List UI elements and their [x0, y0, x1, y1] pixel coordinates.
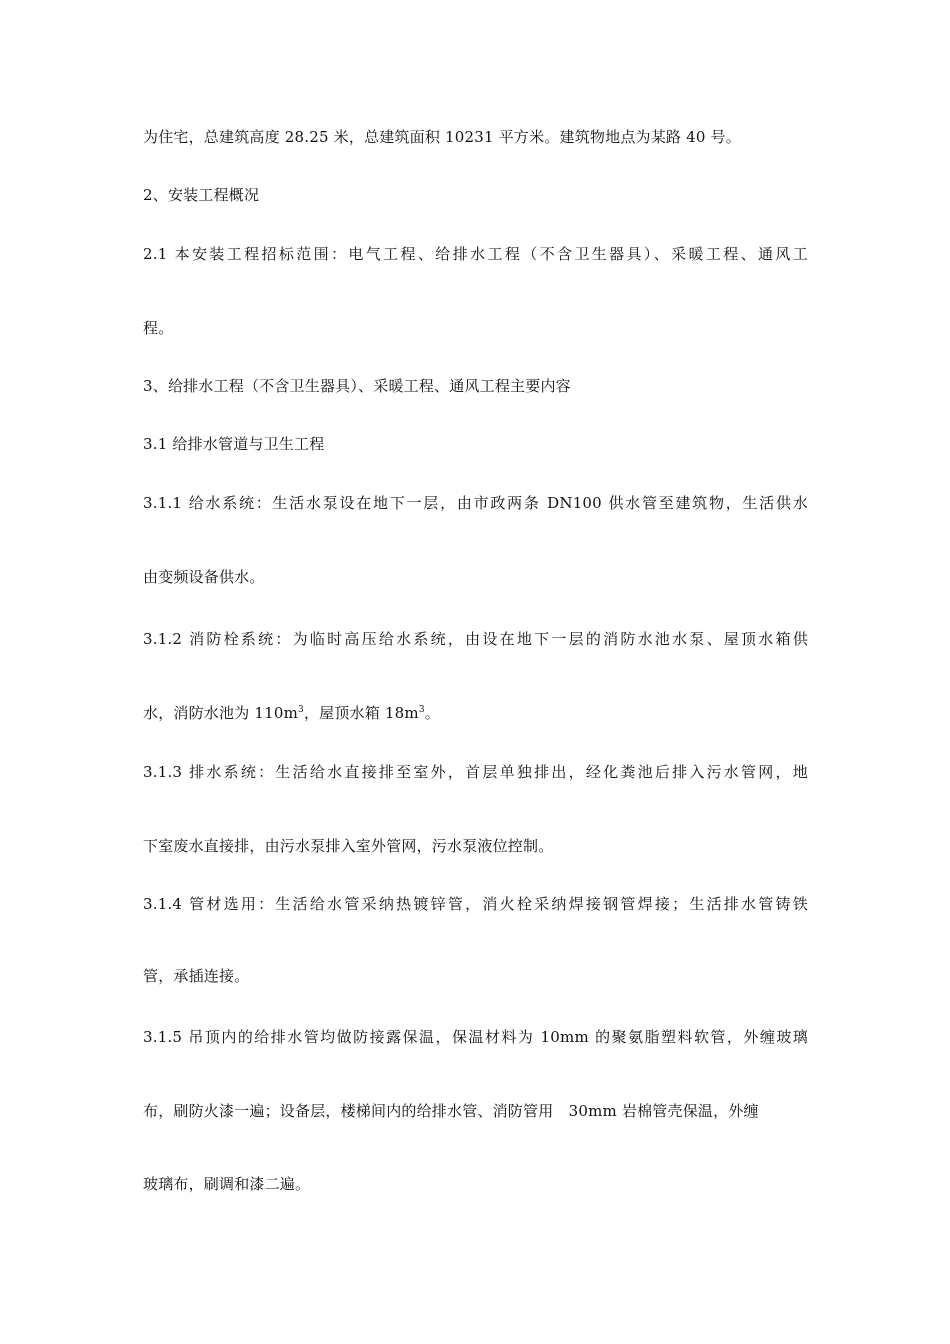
- paragraph-line-3-1-2b: [143, 703, 808, 723]
- paragraph-line-1: 为住宅，总建筑高度 28.25 米，总建筑面积 10231 平方米。建筑物地点为某路 40 号。: [143, 128, 741, 146]
- paragraph-line-3-1-3a: 3.1.3 排水系统：生活给水直接排至室外，首层单独排出，经化粪池后排入污水管网，地: [143, 763, 808, 781]
- superscript: 3: [418, 705, 425, 715]
- text-fragment: ，屋顶水箱 18m: [303, 704, 419, 722]
- text-fragment: 。: [424, 704, 440, 722]
- paragraph-line-3-1-5a: 3.1.5 吊顶内的给排水管均做防接露保温，保温材料为 10mm 的聚氨脂塑料软管，外缠玻璃: [143, 1028, 808, 1046]
- superscript: 3: [298, 705, 304, 715]
- paragraph-line-3-1-4a: 3.1.4 管材选用：生活给水管采纳热镀锌管，消火栓采纳焊接钢管焊接；生活排水管铸铁: [143, 895, 808, 913]
- text-fragment: 水，消防水池为 110m: [143, 704, 299, 722]
- paragraph-line-3-1-1a: 3.1.1 给水系统：生活水泵设在地下一层，由市政两条 DN100 供水管至建筑物，生活供水: [143, 494, 808, 512]
- paragraph-line-3-1-3b: 下室废水直接排，由污水泵排入室外管网，污水泵液位控制。: [143, 837, 554, 855]
- paragraph-line-3-1-4b: 管，承插连接。: [143, 967, 250, 985]
- paragraph-line-2-1b: 程。: [143, 319, 174, 337]
- paragraph-line-3-1-1b: 由变频设备供水。: [143, 568, 265, 586]
- paragraph-line-3-1-5c: 玻璃布，刷调和漆二遍。: [143, 1175, 311, 1193]
- section-heading-3: 3、给排水工程（不含卫生器具）、采暖工程、通风工程主要内容: [143, 377, 571, 395]
- paragraph-line-3-1-5b: 布，刷防火漆一遍；设备层，楼梯间内的给排水管、消防管用 30mm 岩棉管壳保温，外缠: [143, 1102, 759, 1120]
- subsection-heading-3-1: 3.1 给排水管道与卫生工程: [143, 435, 325, 453]
- section-heading-2: 2、安装工程概况: [143, 186, 260, 204]
- paragraph-line-3-1-2a: 3.1.2 消防栓系统：为临时高压给水系统，由设在地下一层的消防水池水泵、屋顶水箱供: [143, 630, 808, 648]
- paragraph-line-2-1a: 2.1 本安装工程招标范围：电气工程、给排水工程（不含卫生器具）、采暖工程、通风工: [143, 245, 808, 263]
